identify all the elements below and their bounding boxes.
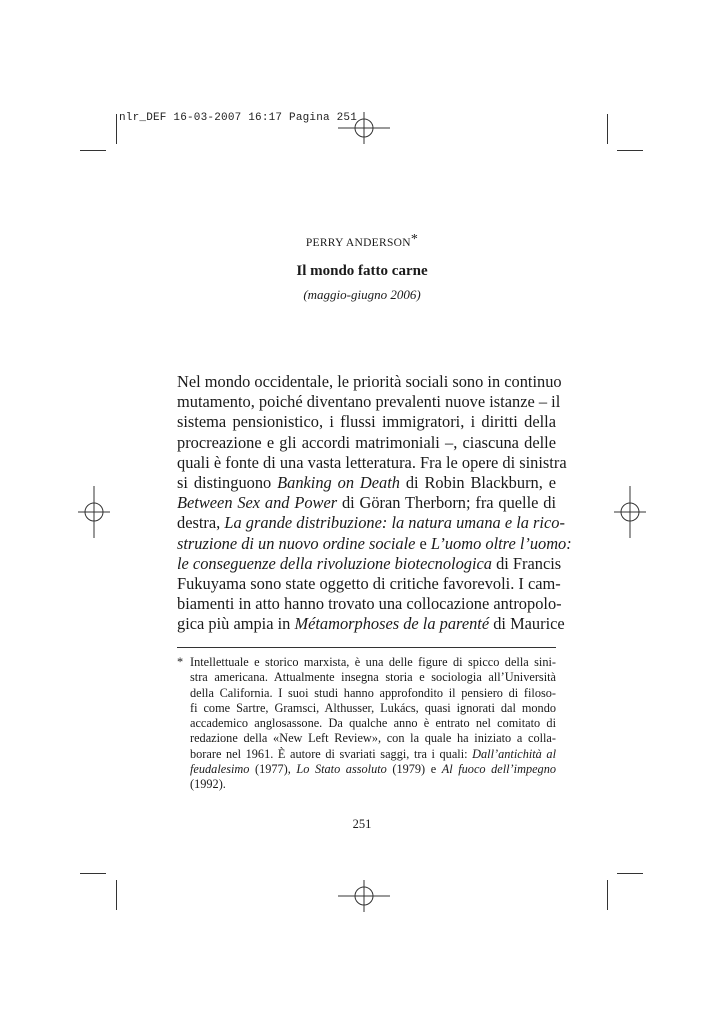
- italic-title-text: La grande distribuzione: la natura umana e la rico-: [224, 513, 565, 533]
- text-segment: e: [415, 533, 431, 553]
- text-segment: Intellettuale e storico marxista, è una delle figure di spicco della sini-: [190, 655, 556, 669]
- body-line: [177, 473, 556, 493]
- text-segment: destra,: [177, 513, 225, 533]
- text-segment: di Göran Therborn; fra quelle di: [337, 493, 557, 513]
- registration-target-bottom: [338, 880, 390, 912]
- text-segment: accademico anglosassone. Da qualche anno è entrato nel comitato di: [190, 716, 556, 731]
- text-segment: sistema pensionistico, i flussi immigratori, i diritti della: [177, 412, 556, 432]
- italic-title-text: Métamorphoses de la parenté: [294, 614, 490, 634]
- text-segment: (1979) e: [386, 762, 442, 777]
- body-paragraph: [177, 372, 572, 634]
- author-footnote-mark: *: [410, 232, 419, 247]
- body-line: [177, 513, 565, 533]
- printer-slug: nlr_DEF 16-03-2007 16:17 Pagina 251: [119, 112, 358, 124]
- crop-mark-top-right-v: [607, 114, 608, 144]
- italic-title-text: Dall’antichità al: [472, 746, 556, 761]
- footnote-line: [177, 747, 556, 762]
- body-line: [177, 553, 562, 574]
- text-segment: mutamento, poiché diventano prevalenti nuove istanze – il: [177, 392, 561, 412]
- italic-title-text: L’uomo oltre l’uomo:: [430, 533, 572, 553]
- body-line: [177, 533, 572, 554]
- registration-target-top: [338, 112, 390, 144]
- italic-title-text: Al fuoco dell’impegno: [441, 762, 557, 777]
- body-line: [177, 614, 565, 634]
- footnote-line: [177, 701, 556, 716]
- body-line: [177, 573, 561, 594]
- crop-mark-top-right-h: [617, 150, 643, 151]
- text-segment: si distinguono: [177, 472, 278, 492]
- author-name: [0, 232, 724, 249]
- body-line: [177, 493, 556, 513]
- text-segment: stra americana. Attualmente insegna storia e sociologia all’Università: [190, 670, 556, 685]
- registration-target-left: [78, 486, 110, 538]
- text-segment: fi come Sartre, Gramsci, Althusser, Lukács, quasi ignorati dal mondo: [190, 700, 556, 715]
- text-segment: Fukuyama sono state oggetto di critiche favorevoli. I cam-: [177, 573, 561, 593]
- body-line: [177, 594, 562, 614]
- italic-title-text: feudalesimo: [190, 762, 250, 777]
- text-segment: (1977),: [249, 762, 297, 777]
- italic-title-text: struzione di un nuovo ordine sociale: [177, 533, 416, 553]
- crop-mark-bottom-left-v: [116, 880, 117, 910]
- body-line: [177, 412, 556, 432]
- text-segment: redazione della «New Left Review», con la quale ha iniziato a colla-: [190, 731, 556, 746]
- text-segment: della California. I suoi studi hanno approfondito il pensiero di filoso-: [190, 685, 556, 700]
- footnote-line: [177, 777, 556, 792]
- text-segment: di Maurice: [489, 614, 565, 634]
- page-number: 251: [352, 817, 372, 831]
- footnote-line: [177, 731, 556, 746]
- italic-title-text: Lo Stato assoluto: [296, 762, 387, 777]
- footnote-rule: [177, 647, 556, 648]
- italic-title-text: Banking on Death: [277, 472, 400, 492]
- crop-mark-top-left-h: [80, 150, 106, 151]
- footnote-mark: *: [177, 655, 184, 669]
- body-line: [177, 392, 561, 412]
- text-segment: procreazione e gli accordi matrimoniali –, ciascuna delle: [177, 432, 556, 452]
- text-segment: Nel mondo occidentale, le priorità sociali sono in continuo: [177, 372, 562, 391]
- footnote-line: [177, 716, 556, 731]
- registration-target-right: [614, 486, 646, 538]
- crop-mark-bottom-left-h: [80, 873, 106, 874]
- text-segment: (1992).: [190, 777, 226, 792]
- article-title: Il mondo fatto carne: [296, 263, 428, 279]
- footnote-line: [177, 762, 556, 777]
- crop-mark-bottom-right-h: [617, 873, 643, 874]
- author-name-text: PERRY ANDERSON: [305, 237, 411, 249]
- text-segment: di Robin Blackburn, e: [399, 472, 556, 492]
- text-segment: di Francis: [491, 553, 562, 573]
- body-line: [177, 452, 567, 473]
- italic-title-text: le conseguenze della rivoluzione biotecnologica: [177, 553, 492, 573]
- text-segment: borare nel 1961. È autore di svariati saggi, tra i quali:: [190, 746, 473, 761]
- footnote: [177, 655, 556, 793]
- crop-mark-bottom-right-v: [607, 880, 608, 910]
- body-line: [177, 433, 556, 453]
- body-line: [177, 372, 562, 392]
- article-subtitle: (maggio-giugno 2006): [303, 287, 421, 302]
- footnote-line: [177, 655, 556, 670]
- text-segment: quali è fonte di una vasta letteratura. Fra le opere di sinistra: [177, 452, 567, 472]
- crop-mark-top-left-v: [116, 114, 117, 144]
- text-segment: gica più ampia in: [177, 614, 295, 634]
- text-segment: biamenti in atto hanno trovato una collocazione antropolo-: [177, 594, 562, 614]
- footnote-line: [177, 670, 556, 685]
- italic-title-text: Between Sex and Power: [177, 493, 338, 513]
- footnote-line: [177, 686, 556, 701]
